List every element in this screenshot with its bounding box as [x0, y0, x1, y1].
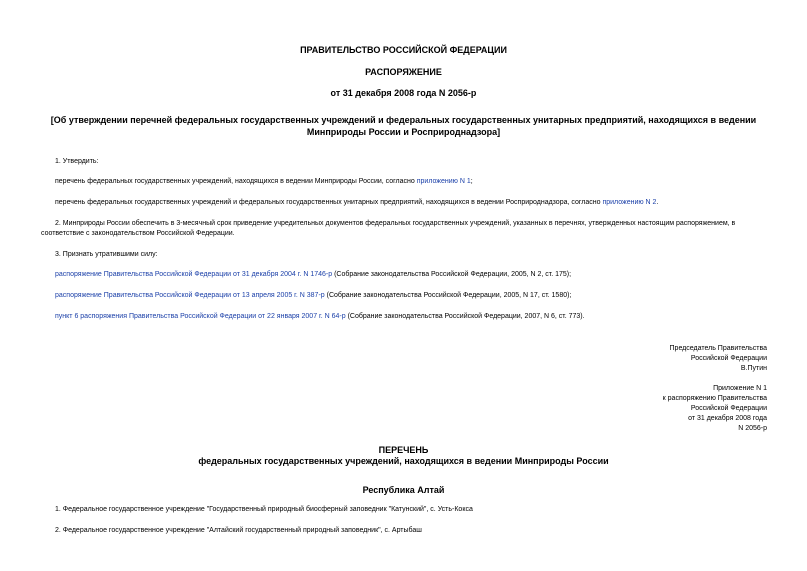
doc-title-line1: [Об утверждении перечней федеральных государственных учреждений и федеральных государственных унитарных предприятий, находящихся в ведении	[50, 115, 757, 125]
appendix-ref-line4: от 31 декабря 2008 года	[688, 415, 767, 422]
clause-2-line1: 2. Минприроды России обеспечить в 3-месячный срок приведение учредительных документов федеральных государственных учреждений, указанных в перечнях, утвержденных настоящим распоряжением, в	[55, 220, 736, 227]
repealed-link-3[interactable]: пункт 6 распоряжения Правительства Российской Федерации от 22 января 2007 г. N 64-р	[55, 313, 346, 320]
appendix-ref-line3: Российской Федерации	[690, 405, 767, 412]
signature-name: В.Путин	[740, 365, 767, 372]
repealed-item-1	[55, 271, 571, 278]
region-heading: Республика Алтай	[362, 485, 445, 495]
repealed-link-2[interactable]: распоряжение Правительства Российской Федерации от 13 апреля 2005 г. N 387-р	[55, 292, 325, 299]
clause-1a	[55, 178, 473, 185]
clause-1a-text: перечень федеральных государственных учреждений, находящихся в ведении Минприроды России, согласно	[55, 178, 417, 185]
appendix-ref-line1: Приложение N 1	[713, 385, 767, 392]
signature-country: Российской Федерации	[690, 355, 767, 362]
repealed-text-1: (Собрание законодательства Российской Федерации, 2005, N 2, ст. 175);	[332, 271, 572, 278]
doc-date-heading: от 31 декабря 2008 года N 2056-р	[330, 88, 477, 98]
appendix-2-link[interactable]: приложению N 2	[602, 199, 657, 206]
clause-1b-end: .	[656, 199, 659, 206]
signature-title: Председатель Правительства	[669, 345, 767, 352]
repealed-item-2	[55, 292, 571, 299]
repealed-link-1[interactable]: распоряжение Правительства Российской Федерации от 31 декабря 2004 г. N 1746-р	[55, 271, 333, 278]
clause-1a-end: ;	[470, 178, 473, 185]
doc-title-line2: Минприроды России и Росприроднадзора]	[306, 127, 501, 137]
doc-type-heading: РАСПОРЯЖЕНИЕ	[365, 67, 442, 77]
appendix-1-link[interactable]: приложению N 1	[416, 178, 471, 185]
clause-3: 3. Признать утратившими силу:	[55, 251, 158, 258]
clause-1b-text: перечень федеральных государственных учреждений и федеральных государственных унитарных предприятий, находящихся в ведении Росприроднадзора, согласно	[55, 199, 603, 206]
clause-2-line2: соответствие с законодательством Российской Федерации.	[41, 230, 235, 237]
list-item: 1. Федеральное государственное учреждение "Государственный природный биосферный заповедник "Катунский", с. Усть-Кокса	[55, 506, 473, 513]
list-item: 2. Федеральное государственное учреждение "Алтайский государственный природный заповедник", с. Артыбаш	[55, 527, 422, 534]
org-heading: ПРАВИТЕЛЬСТВО РОССИЙСКОЙ ФЕДЕРАЦИИ	[300, 45, 507, 55]
clause-1b	[55, 199, 658, 206]
list-subtitle: федеральных государственных учреждений, находящихся в ведении Минприроды России	[198, 456, 609, 466]
repealed-item-3	[55, 313, 585, 320]
clause-1: 1. Утвердить:	[55, 158, 99, 165]
appendix-ref-line5: N 2056-р	[738, 425, 767, 432]
repealed-text-2: (Собрание законодательства Российской Федерации, 2005, N 17, ст. 1580);	[324, 292, 572, 299]
appendix-ref-line2: к распоряжению Правительства	[662, 395, 767, 402]
repealed-text-3: (Собрание законодательства Российской Федерации, 2007, N 6, ст. 773).	[345, 313, 585, 320]
list-title: ПЕРЕЧЕНЬ	[378, 445, 429, 455]
